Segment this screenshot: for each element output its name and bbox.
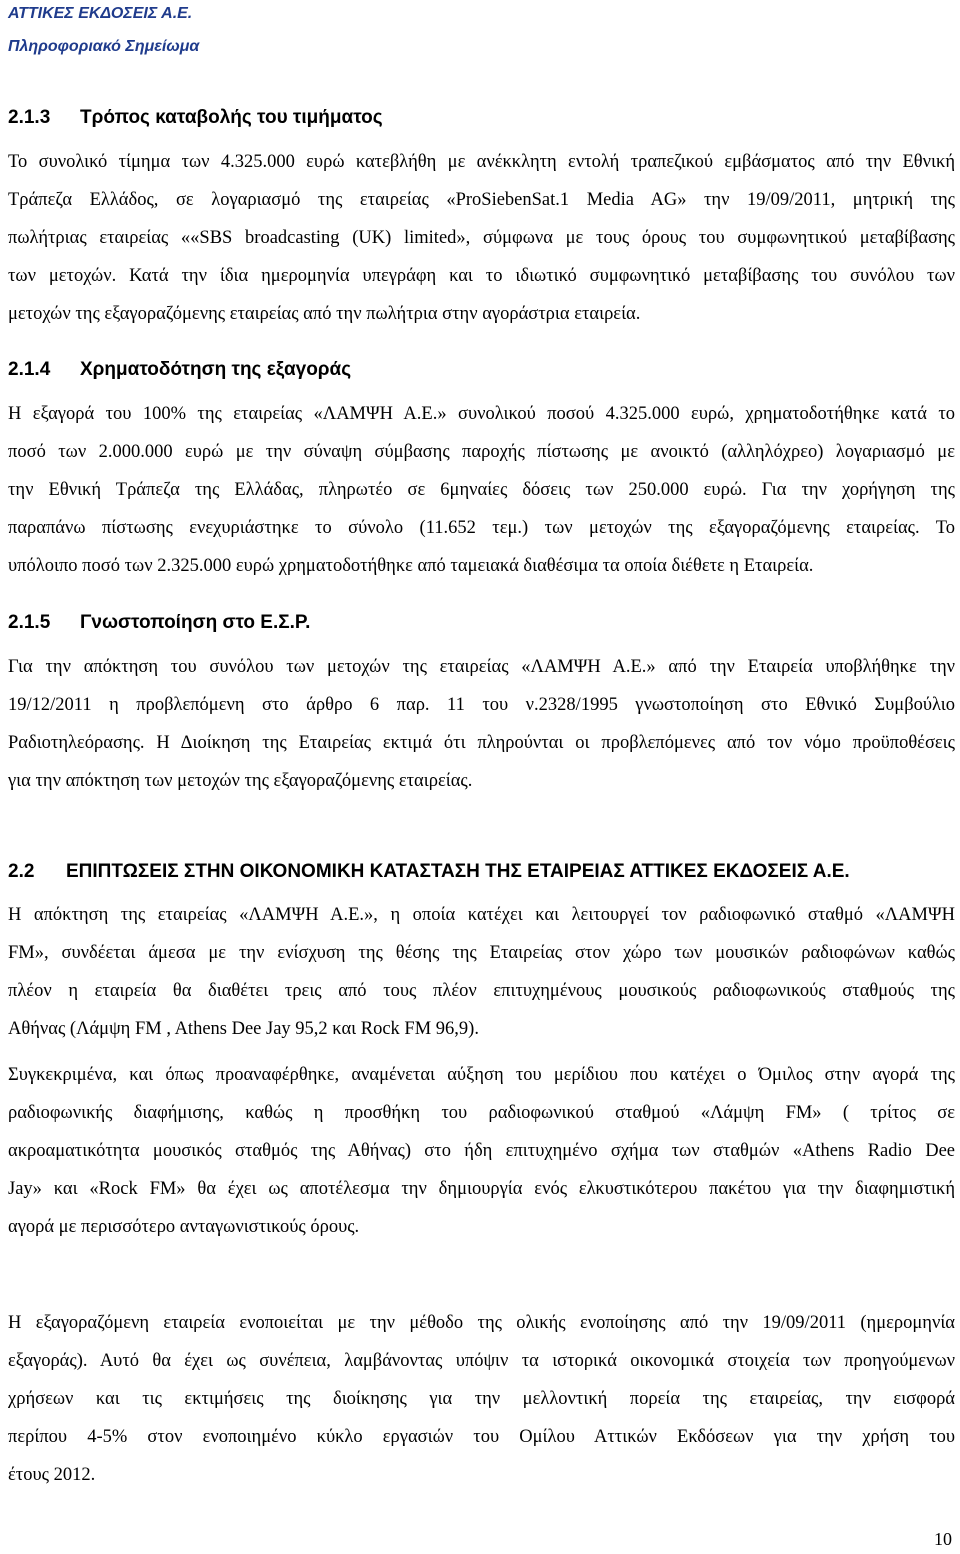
text-line: Η απόκτηση της εταιρείας «ΛΑΜΨΗ Α.Ε.», η οποία κατέχει και λειτουργεί τον ραδιοφωνικό σταθμό «ΛΑΜΨΗ — [8, 905, 955, 925]
text-line: Η εξαγορά του 100% της εταιρείας «ΛΑΜΨΗ Α.Ε.» συνολικού ποσού 4.325.000 ευρώ, χρηματοδοτήθηκε κατά το — [8, 404, 955, 424]
text-line: πλέον η εταιρεία θα διαθέτει τρεις από τους πλέον επιτυχημένους μουσικούς ραδιοφωνικούς σταθμούς της — [8, 981, 955, 1001]
section-number: 2.1.3 — [8, 107, 51, 128]
section-heading-2-1-3 — [8, 106, 383, 130]
section-number: 2.2 — [8, 861, 35, 882]
section-number: 2.1.4 — [8, 359, 51, 380]
text-line: Η εξαγοραζόμενη εταιρεία ενοποιείται με την μέθοδο της ολικής ενοποίησης από την 19/09/2011 (ημερομηνία — [8, 1313, 955, 1333]
text-line: Το συνολικό τίμημα των 4.325.000 ευρώ κατεβλήθη με ανέκκλητη εντολή τραπεζικού εμβάσματος από την Εθνική — [8, 152, 955, 172]
paragraph-market-share — [8, 1056, 955, 1246]
text-line: εξαγοράς). Αυτό θα έχει ως συνέπεια, λαμβάνοντας υπόψιν τα ιστορικά οικονομικά στοιχεία των προηγούμενων — [8, 1351, 955, 1371]
text-line: ακροαματικότητα μουσικός σταθμός της Αθήνας) στο ήδη επιτυχημένο σχήμα των σταθμών «Athens Radio Dee — [8, 1141, 955, 1161]
text-line: Συγκεκριμένα, και όπως προαναφέρθηκε, αναμένεται αύξηση του μερίδιου που κατέχει ο Όμιλος στην αγορά της — [8, 1065, 955, 1085]
text-line: FM», συνδέεται άμεσα με την ενίσχυση της θέσης της Εταιρείας στον χώρο των μουσικών ραδιοφώνων καθώς — [8, 943, 955, 963]
section-heading-2-2 — [8, 860, 850, 884]
text-line: την Εθνική Τράπεζα της Ελλάδας, πληρωτέο σε 6μηναίες δόσεις των 250.000 ευρώ. Για την χορήγηση της — [8, 480, 955, 500]
section-heading-2-1-5 — [8, 611, 310, 635]
text-line: παραπάνω πίστωσης ενεχυριάστηκε το σύνολο (11.652 τεμ.) των μετοχών της εξαγοραζόμενης εταιρείας. Το — [8, 518, 955, 538]
text-line: έτους 2012. — [8, 1465, 96, 1485]
section-title: Γνωστοποίηση στο Ε.Σ.Ρ. — [80, 612, 311, 633]
text-line: Για την απόκτηση του συνόλου των μετοχών της εταιρείας «ΛΑΜΨΗ Α.Ε.» από την Εταιρεία υποβλήθηκε την — [8, 657, 955, 677]
text-line: Τράπεζα Ελλάδος, σε λογαριασμό της εταιρείας «ProSiebenSat.1 Media AG» την 19/09/2011, μητρική της — [8, 190, 955, 210]
paragraph-financing — [8, 395, 955, 585]
text-line: περίπου 4-5% στον ενοποιημένο κύκλο εργασιών του Ομίλου Αττικών Εκδόσεων για την χρήση του — [8, 1427, 955, 1447]
text-line: ποσό των 2.000.000 ευρώ με την σύναψη σύμβασης παροχής πίστωσης με ανοικτό (αλληλόχρεο) λογαριασμό με — [8, 442, 955, 462]
page-number: 10 — [934, 1529, 952, 1549]
section-title: ΕΠΙΠΤΩΣΕΙΣ ΣΤΗΝ ΟΙΚΟΝΟΜΙΚΗ ΚΑΤΑΣΤΑΣΗ ΤΗΣ ΕΤΑΙΡΕΙΑΣ ΑΤΤΙΚΕΣ ΕΚΔΟΣΕΙΣ Α.Ε. — [66, 861, 850, 882]
text-line: Αθήνας (Λάμψη FM , Athens Dee Jay 95,2 και Rock FM 96,9). — [8, 1019, 479, 1039]
text-line: Jay» και «Rock FM» θα έχει ως αποτέλεσμα την δημιουργία ενός ελκυστικότερου πακέτου για την διαφημιστική — [8, 1179, 955, 1199]
section-number: 2.1.5 — [8, 612, 51, 633]
text-line: αγορά με περισσότερο ανταγωνιστικούς όρους. — [8, 1217, 360, 1237]
section-title: Χρηματοδότηση της εξαγοράς — [80, 359, 352, 380]
text-line: υπόλοιπο ποσό των 2.325.000 ευρώ χρηματοδοτήθηκε από ταμειακά διαθέσιμα τα οποία διέθετε η Εταιρεία. — [8, 556, 814, 576]
paragraph-notification — [8, 648, 955, 800]
header-document-type: Πληροφοριακό Σημείωμα — [8, 38, 200, 55]
paragraph-acquisition-impact — [8, 896, 955, 1048]
section-heading-2-1-4 — [8, 358, 351, 382]
paragraph-payment-method — [8, 143, 955, 333]
text-line: πωλήτριας εταιρείας ««SBS broadcasting (UK) limited», σύμφωνα με τους όρους του συμφωνητικού μεταβίβασης — [8, 228, 955, 248]
text-line: 19/12/2011 η προβλεπόμενη στο άρθρο 6 παρ. 11 του ν.2328/1995 γνωστοποίηση στο Εθνικό Συμβούλιο — [8, 695, 955, 715]
section-title: Τρόπος καταβολής του τιμήματος — [80, 107, 383, 128]
paragraph-consolidation — [8, 1304, 955, 1494]
text-line: ραδιοφωνικής διαφήμισης, καθώς η προσθήκη του ραδιοφωνικού σταθμού «Λάμψη FM» ( τρίτος σε — [8, 1103, 955, 1123]
text-line: χρήσεων και τις εκτιμήσεις της διοίκησης για την μελλοντική πορεία της εταιρείας, την εισφορά — [8, 1389, 955, 1409]
header-company: ΑΤΤΙΚΕΣ ΕΚΔΟΣΕΙΣ Α.Ε. — [8, 5, 193, 22]
text-line: μετοχών της εξαγοραζόμενης εταιρείας από την πωλήτρια στην αγοράστρια εταιρεία. — [8, 304, 641, 324]
text-line: για την απόκτηση των μετοχών της εξαγοραζόμενης εταιρείας. — [8, 771, 473, 791]
text-line: Ραδιοτηλεόρασης. Η Διοίκηση της Εταιρείας εκτιμά ότι πληρούνται οι προβλεπόμενες από τον νόμο προϋποθέσεις — [8, 733, 955, 753]
text-line: των μετοχών. Κατά την ίδια ημερομηνία υπεγράφη και το ιδιωτικό συμφωνητικό μεταβίβασης του συνόλου των — [8, 266, 955, 286]
